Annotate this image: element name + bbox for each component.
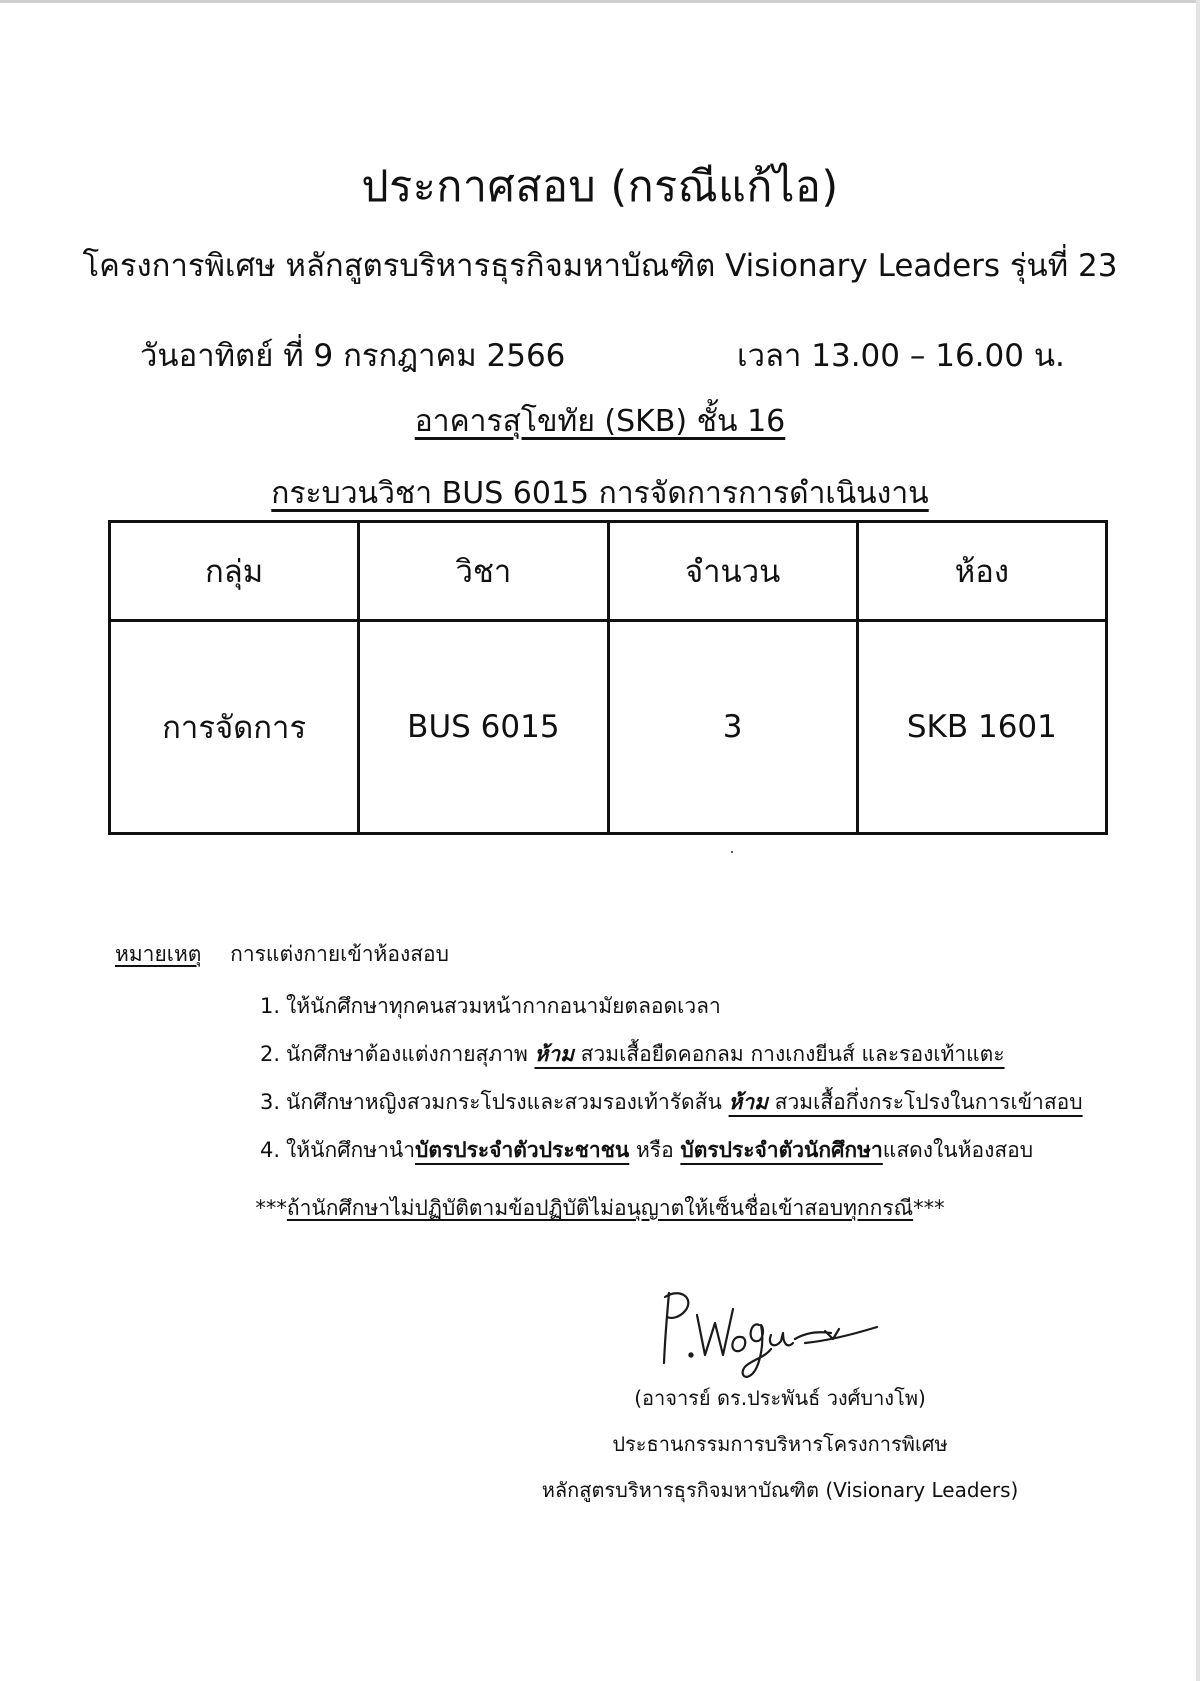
building-text: อาคารสุโขทัย (SKB) ชั้น 16 [414, 404, 786, 439]
course-text: กระบวนวิชา BUS 6015 การจัดการการดำเนินงาน [271, 476, 929, 511]
notes-section [115, 938, 1083, 1162]
header-room: ห้อง [857, 522, 1106, 621]
note-number: 3. [260, 1090, 281, 1114]
note-emphasis: ห้าม [728, 1090, 768, 1114]
list-item [260, 1038, 1005, 1071]
note-number: 1. [260, 994, 281, 1018]
cell-count: 3 [608, 621, 857, 834]
notes-heading [115, 938, 449, 971]
warning-line [0, 1192, 1200, 1225]
table-row [110, 621, 1107, 834]
note-text: ให้นักศึกษานำ [286, 1138, 416, 1162]
note-text-mid: หรือ [629, 1138, 681, 1162]
cell-room: SKB 1601 [857, 621, 1106, 834]
note-text-underlined: สวมเสื้อยืดคอกลม กางเกงยีนส์ และรองเท้าแตะ [574, 1042, 1005, 1066]
warning-suffix: *** [913, 1196, 945, 1220]
announcement-title: ประกาศสอบ (กรณีแก้ไอ) [361, 162, 839, 212]
note-text-underlined: สวมเสื้อกึ่งกระโปรงในการเข้าสอบ [768, 1090, 1083, 1114]
exam-time: เวลา 13.00 – 16.00 น. [737, 338, 1065, 374]
list-item [260, 1134, 1033, 1167]
note-text: ให้นักศึกษาทุกคนสวมหน้ากากอนามัยตลอดเวลา [286, 994, 721, 1018]
signatory-program: หลักสูตรบริหารธุรกิจมหาบัณฑิต (Visionary Leaders) [541, 1478, 1019, 1502]
note-text: นักศึกษาต้องแต่งกายสุภาพ [286, 1042, 535, 1066]
scan-edge-top [0, 0, 1200, 3]
signatory-position: ประธานกรรมการบริหารโครงการพิเศษ [612, 1432, 948, 1456]
exam-date: วันอาทิตย์ ที่ 9 กรกฎาคม 2566 [140, 338, 566, 374]
header-subject: วิชา [359, 522, 608, 621]
signatory-name: (อาจารย์ ดร.ประพันธ์ วงศ์บางโพ) [634, 1386, 926, 1410]
note-emphasis: ห้าม [534, 1042, 574, 1066]
handwritten-signature [655, 1285, 885, 1385]
list-item [260, 1086, 1083, 1119]
header-count: จำนวน [608, 522, 857, 621]
exam-room-table [108, 520, 1108, 835]
table-header-row [110, 522, 1107, 621]
notes-heading-text: การแต่งกายเข้าห้องสอบ [230, 942, 449, 966]
notes-label: หมายเหตุ [115, 942, 202, 966]
list-item [260, 990, 721, 1023]
cell-subject: BUS 6015 [359, 621, 608, 834]
warning-text: ถ้านักศึกษาไม่ปฏิบัติตามข้อปฏิบัติไม่อนุญาตให้เซ็นชื่อเข้าสอบทุกกรณี [286, 1196, 914, 1220]
cell-group: การจัดการ [110, 621, 359, 834]
note-text: นักศึกษาหญิงสวมกระโปรงและสวมรองเท้ารัดส้น [286, 1090, 729, 1114]
course-line [0, 470, 1200, 517]
warning-prefix: *** [255, 1196, 287, 1220]
note-underlined-student-card: บัตรประจำตัวนักศึกษา [680, 1138, 883, 1162]
note-underlined-id-card: บัตรประจำตัวประชาชน [415, 1138, 630, 1162]
note-number: 2. [260, 1042, 281, 1066]
scan-speck [731, 851, 733, 853]
note-text-end: แสดงในห้องสอบ [882, 1138, 1034, 1162]
exam-building [0, 398, 1200, 445]
header-group: กลุ่ม [110, 522, 359, 621]
program-subtitle: โครงการพิเศษ หลักสูตรบริหารธุรกิจมหาบัณฑิต Visionary Leaders รุ่นที่ 23 [82, 248, 1118, 284]
note-number: 4. [260, 1138, 281, 1162]
